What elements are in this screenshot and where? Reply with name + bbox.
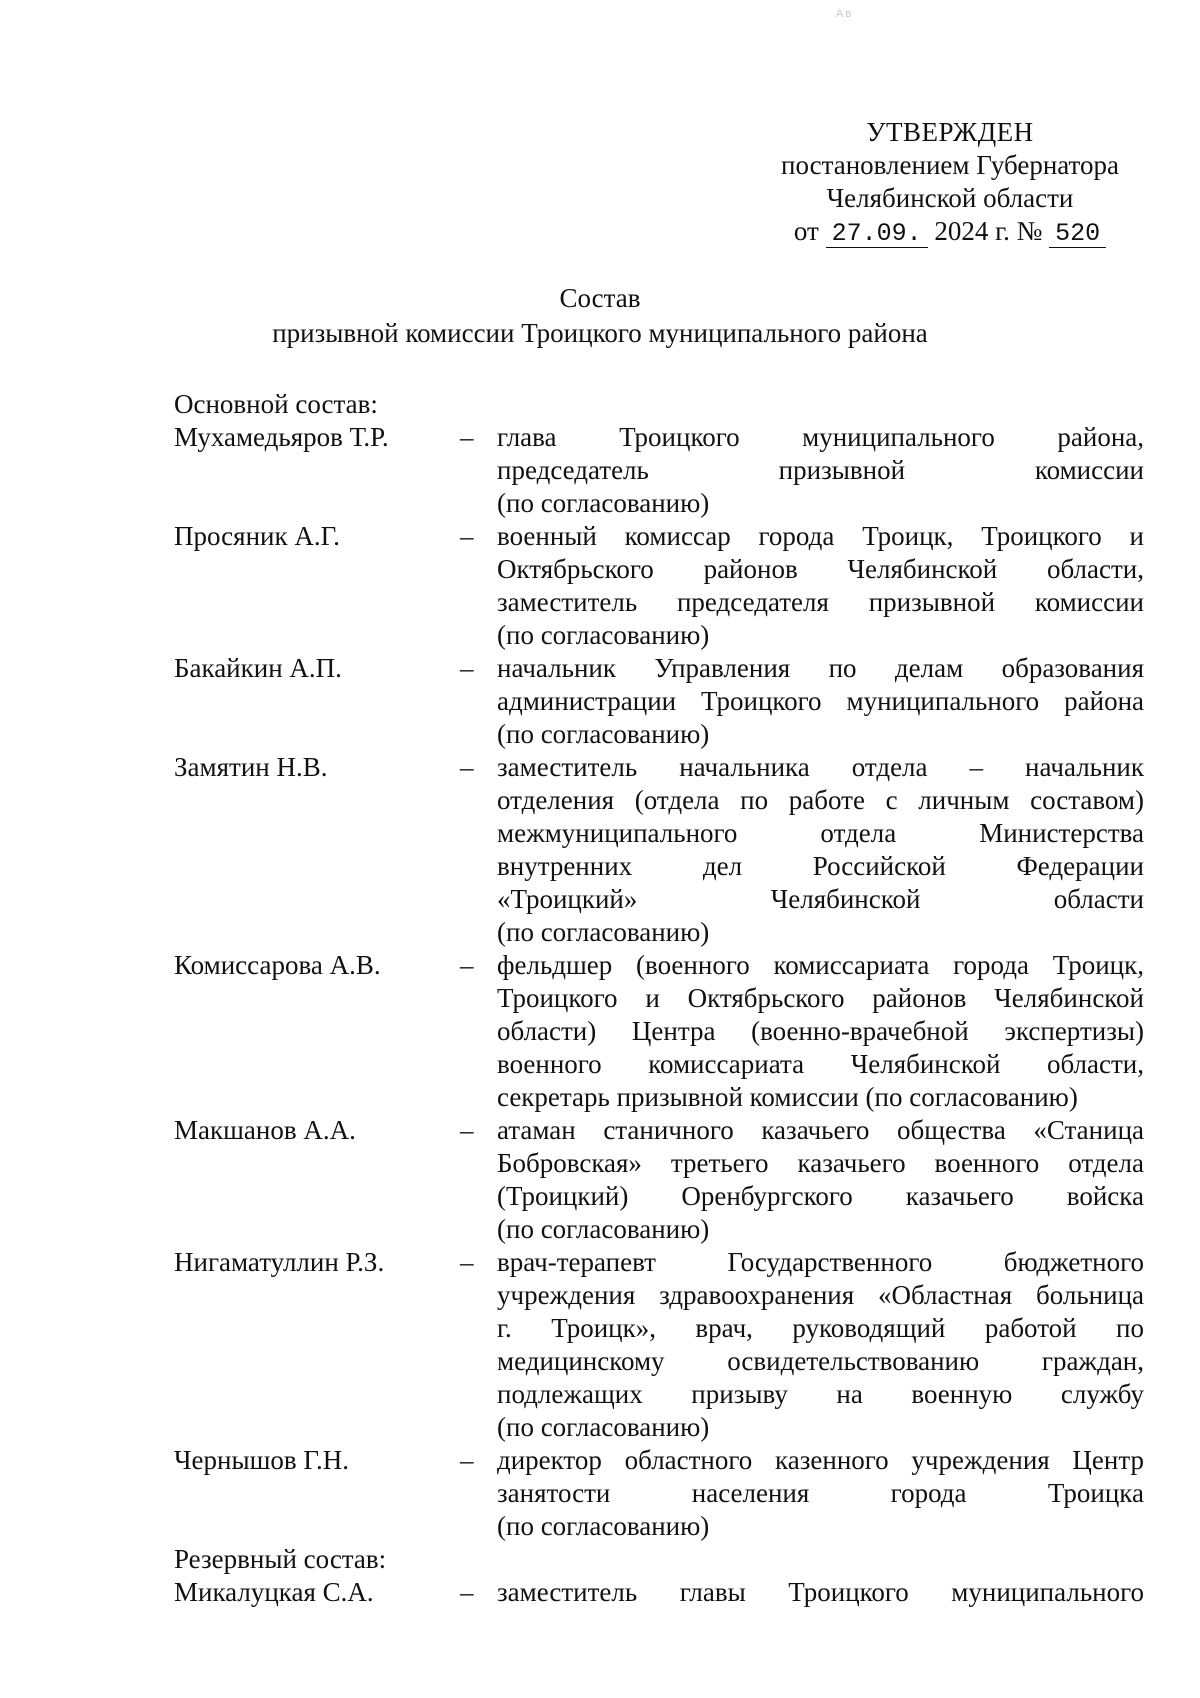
member-description-line: (Троицкий) Оренбургского казачьего войска bbox=[497, 1181, 1144, 1211]
member-description-line: (по согласованию) bbox=[497, 719, 710, 749]
approval-block bbox=[760, 116, 1140, 248]
member-description-line: межмуниципального отдела Министерства bbox=[497, 818, 1144, 848]
member-description bbox=[497, 1246, 1144, 1444]
member-description-line: (по согласованию) bbox=[497, 917, 710, 947]
approval-title: УТВЕРЖДЕН bbox=[866, 117, 1034, 147]
member-row bbox=[174, 751, 1154, 949]
member-description-line: внутренних дел Российской Федерации bbox=[497, 851, 1144, 881]
heading-title: Состав bbox=[559, 283, 641, 313]
member-description-line: врач-терапевт Государственного бюджетного bbox=[497, 1247, 1144, 1277]
document-heading bbox=[0, 281, 1200, 351]
member-description-line: (по согласованию) bbox=[497, 488, 710, 518]
member-dash: – bbox=[460, 1445, 474, 1475]
member-description bbox=[497, 652, 1144, 751]
member-description-line: медицинскому освидетельствованию граждан, bbox=[497, 1346, 1144, 1376]
member-name: Макшанов А.А. bbox=[174, 1115, 356, 1145]
member-row bbox=[174, 1246, 1154, 1444]
member-description-line: атаман станичного казачьего общества «Станица bbox=[497, 1115, 1144, 1145]
main-members bbox=[174, 421, 1154, 1543]
member-description-line: занятости населения города Троицка bbox=[497, 1478, 1144, 1508]
member-name: Комиссарова А.В. bbox=[174, 950, 381, 980]
member-name: Мухамедьяров Т.Р. bbox=[174, 422, 389, 452]
member-description-line: военный комиссар города Троицк, Троицкого и bbox=[497, 521, 1144, 551]
member-description-line: «Троицкий» Челябинской области bbox=[497, 884, 1144, 914]
member-description-line: г. Троицк», врач, руководящий работой по bbox=[497, 1313, 1144, 1343]
member-description bbox=[497, 520, 1144, 652]
member-description-line: администрации Троицкого муниципального района bbox=[497, 686, 1144, 716]
member-name: Бакайкин А.П. bbox=[174, 653, 342, 683]
member-description-line: Бобровская» третьего казачьего военного отдела bbox=[497, 1148, 1144, 1178]
member-description-line: заместитель главы Троицкого муниципального bbox=[497, 1577, 1144, 1607]
member-dash: – bbox=[460, 950, 474, 980]
reserve-section-title: Резервный состав: bbox=[174, 1544, 387, 1574]
member-description bbox=[497, 1576, 1144, 1609]
member-dash: – bbox=[460, 752, 474, 782]
approval-year: 2024 г. № bbox=[934, 216, 1043, 246]
member-name: Просяник А.Г. bbox=[174, 521, 340, 551]
member-description-line: Троицкого и Октябрьского районов Челябинской bbox=[497, 983, 1144, 1013]
member-name: Нигаматуллин Р.З. bbox=[174, 1247, 385, 1277]
member-description-line: Октябрьского районов Челябинской области, bbox=[497, 554, 1144, 584]
member-description-line: (по согласованию) bbox=[497, 1214, 710, 1244]
approval-from: от bbox=[793, 216, 819, 246]
approval-number: 520 bbox=[1049, 220, 1106, 248]
member-row bbox=[174, 949, 1154, 1114]
reserve-members bbox=[174, 1576, 1154, 1609]
member-description bbox=[497, 421, 1144, 520]
member-description bbox=[497, 1114, 1144, 1246]
member-description-line: глава Троицкого муниципального района, bbox=[497, 422, 1144, 452]
approval-date: 27.09. bbox=[826, 220, 928, 248]
scan-mark: Ав bbox=[836, 8, 854, 20]
member-description bbox=[497, 751, 1144, 949]
member-description-line: отделения (отдела по работе с личным составом) bbox=[497, 785, 1144, 815]
member-description-line: директор областного казенного учреждения Центр bbox=[497, 1445, 1144, 1475]
member-description-line: председатель призывной комиссии bbox=[497, 455, 1144, 485]
member-description-line: (по согласованию) bbox=[497, 1412, 710, 1442]
member-dash: – bbox=[460, 1577, 474, 1607]
heading-subtitle: призывной комиссии Троицкого муниципального района bbox=[272, 318, 928, 348]
approval-date-line bbox=[760, 215, 1140, 248]
member-description-line: (по согласованию) bbox=[497, 1511, 710, 1541]
member-description-line: (по согласованию) bbox=[497, 620, 710, 650]
member-row bbox=[174, 1444, 1154, 1543]
member-dash: – bbox=[460, 1115, 474, 1145]
approval-line-2: Челябинской области bbox=[826, 183, 1074, 213]
member-row bbox=[174, 520, 1154, 652]
member-row bbox=[174, 421, 1154, 520]
member-description-line: военного комиссариата Челябинской области, bbox=[497, 1049, 1144, 1079]
member-row bbox=[174, 1114, 1154, 1246]
member-description-line: секретарь призывной комиссии (по согласованию) bbox=[497, 1082, 1078, 1112]
member-row bbox=[174, 652, 1154, 751]
member-description-line: заместитель председателя призывной комиссии bbox=[497, 587, 1144, 617]
member-dash: – bbox=[460, 422, 474, 452]
member-description-line: начальник Управления по делам образования bbox=[497, 653, 1144, 683]
approval-line-1: постановлением Губернатора bbox=[781, 150, 1119, 180]
member-dash: – bbox=[460, 521, 474, 551]
member-description-line: фельдшер (военного комиссариата города Троицк, bbox=[497, 950, 1144, 980]
member-description-line: заместитель начальника отдела – начальник bbox=[497, 752, 1144, 782]
member-description-line: области) Центра (военно-врачебной экспертизы) bbox=[497, 1016, 1144, 1046]
member-dash: – bbox=[460, 653, 474, 683]
member-description bbox=[497, 1444, 1144, 1543]
member-description-line: подлежащих призыву на военную службу bbox=[497, 1379, 1144, 1409]
member-row bbox=[174, 1576, 1154, 1609]
member-name: Чернышов Г.Н. bbox=[174, 1445, 349, 1475]
member-description-line: учреждения здравоохранения «Областная больница bbox=[497, 1280, 1144, 1310]
member-name: Замятин Н.В. bbox=[174, 752, 328, 782]
member-description bbox=[497, 949, 1144, 1114]
member-dash: – bbox=[460, 1247, 474, 1277]
main-section-title: Основной состав: bbox=[174, 389, 378, 419]
member-name: Микалуцкая С.А. bbox=[174, 1577, 374, 1607]
members-list bbox=[174, 388, 1154, 1609]
